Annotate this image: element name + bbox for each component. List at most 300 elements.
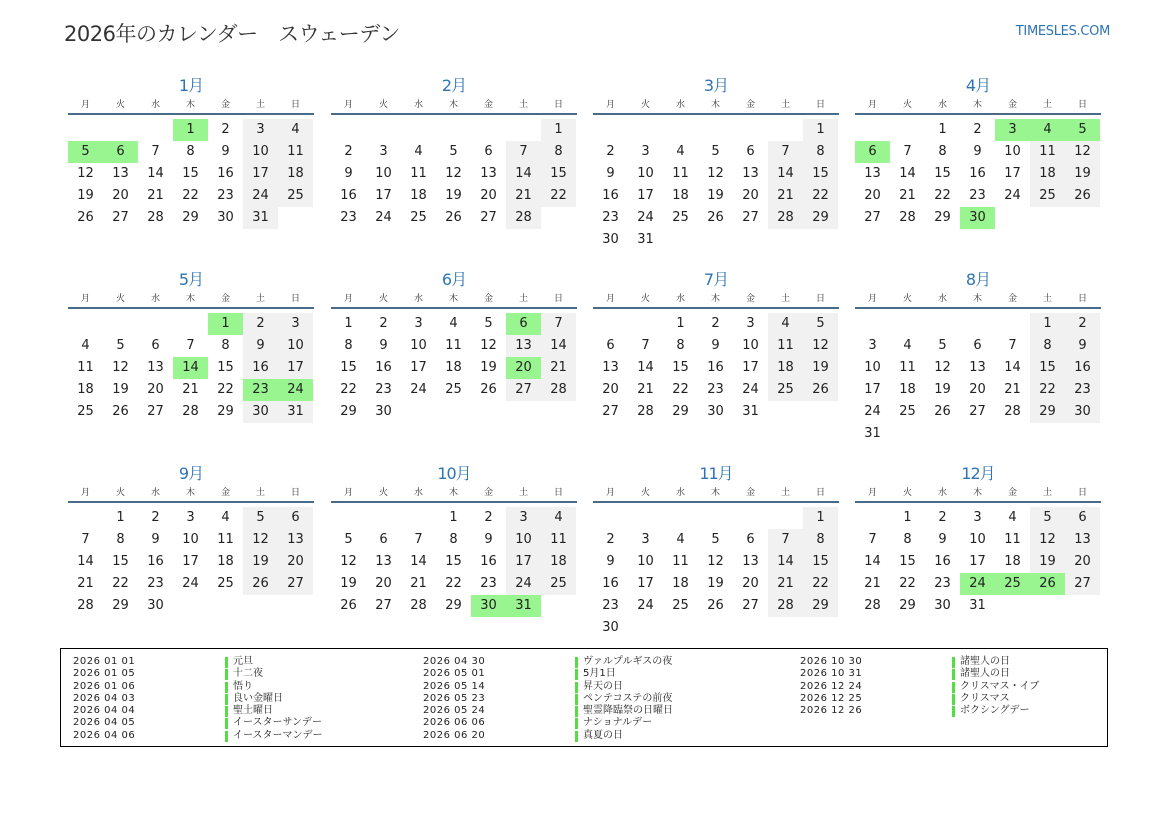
day-cell: 1 — [938, 122, 947, 137]
day-cell: 16 — [707, 360, 724, 375]
day-cell: 19 — [1065, 163, 1100, 185]
day-cell: 21 — [899, 188, 916, 203]
weekday-label: 月 — [605, 100, 615, 110]
day-cell: 12 — [480, 338, 497, 353]
holiday-day-cell: 4 — [1030, 119, 1065, 141]
day-cell: 14 — [77, 554, 94, 569]
day-cell: 20 — [112, 188, 129, 203]
day-cell: 26 — [934, 404, 951, 419]
day-cell: 5 — [711, 532, 720, 547]
day-cell: 5 — [711, 144, 720, 159]
day-cell: 29 — [340, 404, 357, 419]
day-cell: 10 — [375, 166, 392, 181]
day-cell: 15 — [934, 166, 951, 181]
day-cell: 11 — [1004, 532, 1021, 547]
empty-cell — [68, 507, 103, 529]
day-cell: 26 — [707, 598, 724, 613]
day-cell: 30 — [934, 598, 951, 613]
holiday-day-cell: 23 — [243, 379, 278, 401]
weekday-label: 火 — [640, 100, 650, 110]
month-name: 10月 — [437, 464, 471, 483]
holiday-date: 2026 06 20 — [423, 729, 486, 741]
weekday-label: 火 — [902, 294, 912, 304]
empty-cell — [68, 119, 103, 141]
empty-cell — [768, 119, 803, 141]
day-cell: 27 — [506, 379, 541, 401]
day-cell: 23 — [602, 598, 619, 613]
day-cell: 27 — [375, 598, 392, 613]
holiday-date: 2026 01 06 — [73, 680, 136, 692]
month-name: 9月 — [178, 464, 204, 483]
weekday-label: 木 — [448, 294, 458, 304]
weekday-label: 金 — [220, 488, 230, 498]
empty-cell — [855, 119, 890, 141]
empty-cell — [960, 313, 995, 335]
holiday-date: 2026 05 23 — [423, 692, 486, 704]
empty-cell — [663, 507, 698, 529]
day-cell: 23 — [707, 382, 724, 397]
day-cell: 22 — [1030, 379, 1065, 401]
empty-cell — [471, 119, 506, 141]
day-cell: 17 — [742, 360, 759, 375]
holiday-day-cell: 5 — [1065, 119, 1100, 141]
weekday-label: 火 — [378, 294, 388, 304]
day-cell: 22 — [672, 382, 689, 397]
holiday-date: 2026 04 30 — [423, 656, 486, 667]
day-cell: 16 — [243, 357, 278, 379]
weekday-label: 土 — [518, 100, 528, 110]
day-cell: 11 — [1030, 141, 1065, 163]
day-cell: 28 — [506, 207, 541, 229]
weekday-header — [855, 97, 1101, 115]
holiday-name: 5月1日 — [583, 668, 616, 680]
weekday-label: 火 — [115, 294, 125, 304]
day-cell: 24 — [1004, 188, 1021, 203]
day-cell: 14 — [768, 551, 803, 573]
weekday-label: 月 — [80, 100, 90, 110]
day-grid — [68, 313, 314, 423]
weekday-label: 月 — [343, 294, 353, 304]
weekday-label: 木 — [448, 488, 458, 498]
weekday-label: 土 — [1042, 488, 1052, 498]
empty-cell — [733, 507, 768, 529]
weekday-label: 水 — [150, 100, 160, 110]
holiday-date: 2026 10 30 — [800, 656, 863, 667]
month-name: 6月 — [441, 270, 467, 289]
day-cell: 7 — [151, 144, 160, 159]
empty-cell — [698, 507, 733, 529]
holiday-name: ペンテコステの前夜 — [583, 692, 673, 704]
empty-cell — [506, 119, 541, 141]
day-cell: 26 — [340, 598, 357, 613]
day-cell: 25 — [445, 382, 462, 397]
day-cell: 2 — [606, 532, 615, 547]
day-cell: 19 — [445, 188, 462, 203]
month-name: 4月 — [965, 76, 991, 95]
day-cell: 23 — [147, 576, 164, 591]
weekday-label: 木 — [185, 100, 195, 110]
weekday-label: 土 — [518, 488, 528, 498]
holiday-date: 2026 04 04 — [73, 705, 136, 717]
day-cell: 3 — [641, 532, 650, 547]
day-cell: 28 — [1004, 404, 1021, 419]
day-cell: 24 — [506, 573, 541, 595]
day-cell: 5 — [484, 316, 493, 331]
weekday-label: 木 — [972, 488, 982, 498]
day-cell: 31 — [742, 404, 759, 419]
day-cell: 11 — [672, 554, 689, 569]
holiday-name: 十二夜 — [233, 668, 263, 680]
empty-cell — [401, 507, 436, 529]
holiday-marker — [952, 669, 955, 680]
day-cell: 25 — [1030, 185, 1065, 207]
holiday-name: クリスマス — [960, 692, 1010, 704]
holiday-name: ナショナルデー — [583, 717, 653, 729]
day-grid — [855, 507, 1101, 617]
day-cell: 1 — [903, 510, 912, 525]
day-cell: 6 — [746, 144, 755, 159]
empty-cell — [733, 119, 768, 141]
weekday-label: 火 — [378, 488, 388, 498]
day-cell: 22 — [934, 188, 951, 203]
day-cell: 3 — [414, 316, 423, 331]
empty-cell — [331, 507, 366, 529]
day-cell: 8 — [221, 338, 230, 353]
day-cell: 1 — [116, 510, 125, 525]
day-cell: 15 — [672, 360, 689, 375]
holiday-marker — [225, 694, 228, 705]
weekday-label: 金 — [483, 294, 493, 304]
day-cell: 26 — [112, 404, 129, 419]
holiday-marker — [952, 657, 955, 668]
day-cell: 6 — [278, 507, 313, 529]
holiday-name: 元旦 — [233, 656, 253, 667]
day-cell: 18 — [77, 382, 94, 397]
day-cell: 24 — [637, 598, 654, 613]
day-cell: 8 — [803, 529, 838, 551]
day-cell: 5 — [449, 144, 458, 159]
day-cell: 23 — [375, 382, 392, 397]
day-cell: 21 — [637, 382, 654, 397]
day-cell: 19 — [340, 576, 357, 591]
day-cell: 1 — [803, 119, 838, 141]
day-cell: 9 — [606, 554, 615, 569]
day-cell: 17 — [278, 357, 313, 379]
day-cell: 11 — [77, 360, 94, 375]
holiday-day-cell: 1 — [208, 313, 243, 335]
day-cell: 4 — [278, 119, 313, 141]
day-cell: 16 — [147, 554, 164, 569]
day-cell: 14 — [637, 360, 654, 375]
day-cell: 8 — [938, 144, 947, 159]
day-cell: 2 — [243, 313, 278, 335]
day-grid — [593, 313, 839, 423]
day-cell: 28 — [77, 598, 94, 613]
holiday-date: 2026 04 06 — [73, 729, 136, 741]
holiday-marker — [225, 657, 228, 668]
day-cell: 2 — [973, 122, 982, 137]
weekday-label: 土 — [518, 294, 528, 304]
day-cell: 18 — [1030, 163, 1065, 185]
day-cell: 7 — [81, 532, 90, 547]
day-grid — [331, 507, 577, 617]
day-cell: 29 — [803, 595, 838, 617]
holiday-day-cell: 6 — [506, 313, 541, 335]
weekday-label: 木 — [185, 294, 195, 304]
month-block — [855, 269, 1101, 445]
day-cell: 2 — [221, 122, 230, 137]
month-name: 3月 — [703, 76, 729, 95]
day-cell: 7 — [186, 338, 195, 353]
day-cell: 15 — [899, 554, 916, 569]
day-cell: 6 — [484, 144, 493, 159]
empty-cell — [628, 119, 663, 141]
day-cell: 8 — [344, 338, 353, 353]
day-cell: 10 — [182, 532, 199, 547]
day-cell: 20 — [480, 188, 497, 203]
day-cell: 31 — [243, 207, 278, 229]
day-cell: 8 — [903, 532, 912, 547]
weekday-label: 水 — [413, 488, 423, 498]
empty-cell — [138, 119, 173, 141]
day-cell: 7 — [768, 141, 803, 163]
empty-cell — [628, 313, 663, 335]
weekday-label: 月 — [343, 100, 353, 110]
month-name: 11月 — [699, 464, 733, 483]
day-cell: 18 — [278, 163, 313, 185]
day-cell: 21 — [768, 573, 803, 595]
month-block — [593, 463, 839, 639]
day-cell: 3 — [243, 119, 278, 141]
day-cell: 28 — [637, 404, 654, 419]
empty-cell — [103, 313, 138, 335]
day-grid — [855, 119, 1101, 229]
day-cell: 21 — [541, 357, 576, 379]
day-cell: 18 — [410, 188, 427, 203]
weekday-label: 火 — [902, 100, 912, 110]
day-cell: 7 — [414, 532, 423, 547]
month-block — [593, 269, 839, 423]
day-cell: 22 — [340, 382, 357, 397]
day-cell: 4 — [676, 144, 685, 159]
day-cell: 21 — [410, 576, 427, 591]
day-cell: 22 — [445, 576, 462, 591]
day-cell: 21 — [147, 188, 164, 203]
day-cell: 20 — [278, 551, 313, 573]
day-cell: 13 — [506, 335, 541, 357]
day-cell: 15 — [340, 360, 357, 375]
day-cell: 23 — [1065, 379, 1100, 401]
day-cell: 30 — [147, 598, 164, 613]
day-cell: 9 — [606, 166, 615, 181]
day-cell: 19 — [803, 357, 838, 379]
day-cell: 27 — [480, 210, 497, 225]
empty-cell — [138, 313, 173, 335]
day-cell: 25 — [410, 210, 427, 225]
weekday-label: 土 — [255, 294, 265, 304]
day-cell: 6 — [606, 338, 615, 353]
day-cell: 9 — [151, 532, 160, 547]
day-cell: 20 — [742, 576, 759, 591]
day-cell: 5 — [344, 532, 353, 547]
empty-cell — [436, 119, 471, 141]
day-cell: 16 — [480, 554, 497, 569]
holiday-marker — [225, 731, 228, 742]
day-cell: 24 — [243, 185, 278, 207]
day-cell: 20 — [969, 382, 986, 397]
day-cell: 8 — [676, 338, 685, 353]
day-cell: 11 — [672, 166, 689, 181]
empty-cell — [855, 507, 890, 529]
holiday-day-cell: 24 — [960, 573, 995, 595]
weekday-label: 火 — [378, 100, 388, 110]
holiday-name: ヴァルプルギスの夜 — [583, 656, 673, 667]
day-cell: 25 — [77, 404, 94, 419]
month-name: 2月 — [441, 76, 467, 95]
day-cell: 9 — [711, 338, 720, 353]
weekday-label: 水 — [675, 488, 685, 498]
day-cell: 18 — [1004, 554, 1021, 569]
weekday-label: 土 — [780, 294, 790, 304]
weekday-label: 火 — [902, 488, 912, 498]
day-cell: 17 — [1004, 166, 1021, 181]
weekday-label: 月 — [605, 488, 615, 498]
day-cell: 21 — [182, 382, 199, 397]
day-grid — [331, 119, 577, 229]
day-cell: 25 — [672, 210, 689, 225]
weekday-label: 木 — [448, 100, 458, 110]
day-cell: 17 — [243, 163, 278, 185]
day-cell: 2 — [484, 510, 493, 525]
holiday-day-cell: 20 — [506, 357, 541, 379]
day-cell: 13 — [742, 554, 759, 569]
day-cell: 21 — [768, 185, 803, 207]
day-cell: 13 — [742, 166, 759, 181]
holiday-date: 2026 05 01 — [423, 668, 486, 680]
day-cell: 28 — [147, 210, 164, 225]
weekday-header — [855, 291, 1101, 309]
holiday-date: 2026 10 31 — [800, 668, 863, 680]
weekday-label: 金 — [745, 100, 755, 110]
weekday-label: 日 — [553, 488, 563, 498]
day-cell: 9 — [379, 338, 388, 353]
day-cell: 3 — [973, 510, 982, 525]
day-cell: 19 — [243, 551, 278, 573]
empty-cell — [593, 119, 628, 141]
day-cell: 13 — [112, 166, 129, 181]
day-cell: 18 — [541, 551, 576, 573]
weekday-label: 木 — [710, 100, 720, 110]
weekday-label: 日 — [1077, 294, 1087, 304]
day-cell: 19 — [77, 188, 94, 203]
day-cell: 25 — [768, 379, 803, 401]
day-cell: 11 — [445, 338, 462, 353]
day-cell: 3 — [379, 144, 388, 159]
day-cell: 10 — [742, 338, 759, 353]
day-cell: 2 — [711, 316, 720, 331]
day-cell: 12 — [1030, 529, 1065, 551]
day-cell: 27 — [1065, 573, 1100, 595]
day-cell: 24 — [375, 210, 392, 225]
day-cell: 22 — [541, 185, 576, 207]
holiday-date: 2026 06 06 — [423, 717, 486, 729]
day-cell: 2 — [379, 316, 388, 331]
day-cell: 16 — [340, 188, 357, 203]
day-cell: 10 — [506, 529, 541, 551]
day-cell: 26 — [803, 379, 838, 401]
day-cell: 11 — [278, 141, 313, 163]
day-cell: 1 — [803, 507, 838, 529]
day-cell: 9 — [344, 166, 353, 181]
day-cell: 16 — [602, 188, 619, 203]
holiday-marker — [575, 669, 578, 680]
day-cell: 14 — [147, 166, 164, 181]
day-cell: 27 — [602, 404, 619, 419]
day-cell: 13 — [1065, 529, 1100, 551]
weekday-label: 月 — [605, 294, 615, 304]
holiday-day-cell: 26 — [1030, 573, 1065, 595]
day-cell: 18 — [899, 382, 916, 397]
day-cell: 6 — [379, 532, 388, 547]
day-cell: 15 — [445, 554, 462, 569]
holiday-date: 2026 01 05 — [73, 668, 136, 680]
weekday-label: 月 — [343, 488, 353, 498]
day-cell: 24 — [864, 404, 881, 419]
day-cell: 9 — [221, 144, 230, 159]
day-cell: 3 — [278, 313, 313, 335]
empty-cell — [366, 507, 401, 529]
day-cell: 30 — [602, 232, 619, 247]
day-cell: 10 — [278, 335, 313, 357]
holiday-marker — [225, 718, 228, 729]
day-cell: 20 — [602, 382, 619, 397]
holiday-day-cell: 6 — [855, 141, 890, 163]
empty-cell — [890, 119, 925, 141]
empty-cell — [173, 313, 208, 335]
day-cell: 11 — [217, 532, 234, 547]
day-cell: 1 — [1030, 313, 1065, 335]
weekday-label: 日 — [290, 294, 300, 304]
brand-link[interactable]: TIMESLES.COM — [1015, 24, 1110, 39]
day-cell: 13 — [864, 166, 881, 181]
weekday-label: 月 — [867, 488, 877, 498]
day-cell: 19 — [707, 576, 724, 591]
day-cell: 28 — [541, 379, 576, 401]
day-cell: 4 — [81, 338, 90, 353]
day-cell: 28 — [410, 598, 427, 613]
empty-cell — [593, 507, 628, 529]
holiday-name: 聖土曜日 — [233, 705, 273, 717]
day-cell: 15 — [1030, 357, 1065, 379]
month-block — [331, 463, 577, 617]
weekday-label: 金 — [1007, 100, 1017, 110]
weekday-header — [68, 291, 314, 309]
weekday-label: 金 — [483, 488, 493, 498]
holiday-date: 2026 04 03 — [73, 692, 136, 704]
weekday-header — [331, 485, 577, 503]
day-cell: 14 — [410, 554, 427, 569]
day-cell: 6 — [746, 532, 755, 547]
day-cell: 1 — [541, 119, 576, 141]
holiday-name: 良い金曜日 — [233, 692, 283, 704]
day-cell: 23 — [969, 188, 986, 203]
day-grid — [593, 507, 839, 639]
day-cell: 17 — [637, 576, 654, 591]
month-block — [68, 269, 314, 423]
day-cell: 7 — [903, 144, 912, 159]
holiday-day-cell: 25 — [995, 573, 1030, 595]
day-cell: 16 — [375, 360, 392, 375]
